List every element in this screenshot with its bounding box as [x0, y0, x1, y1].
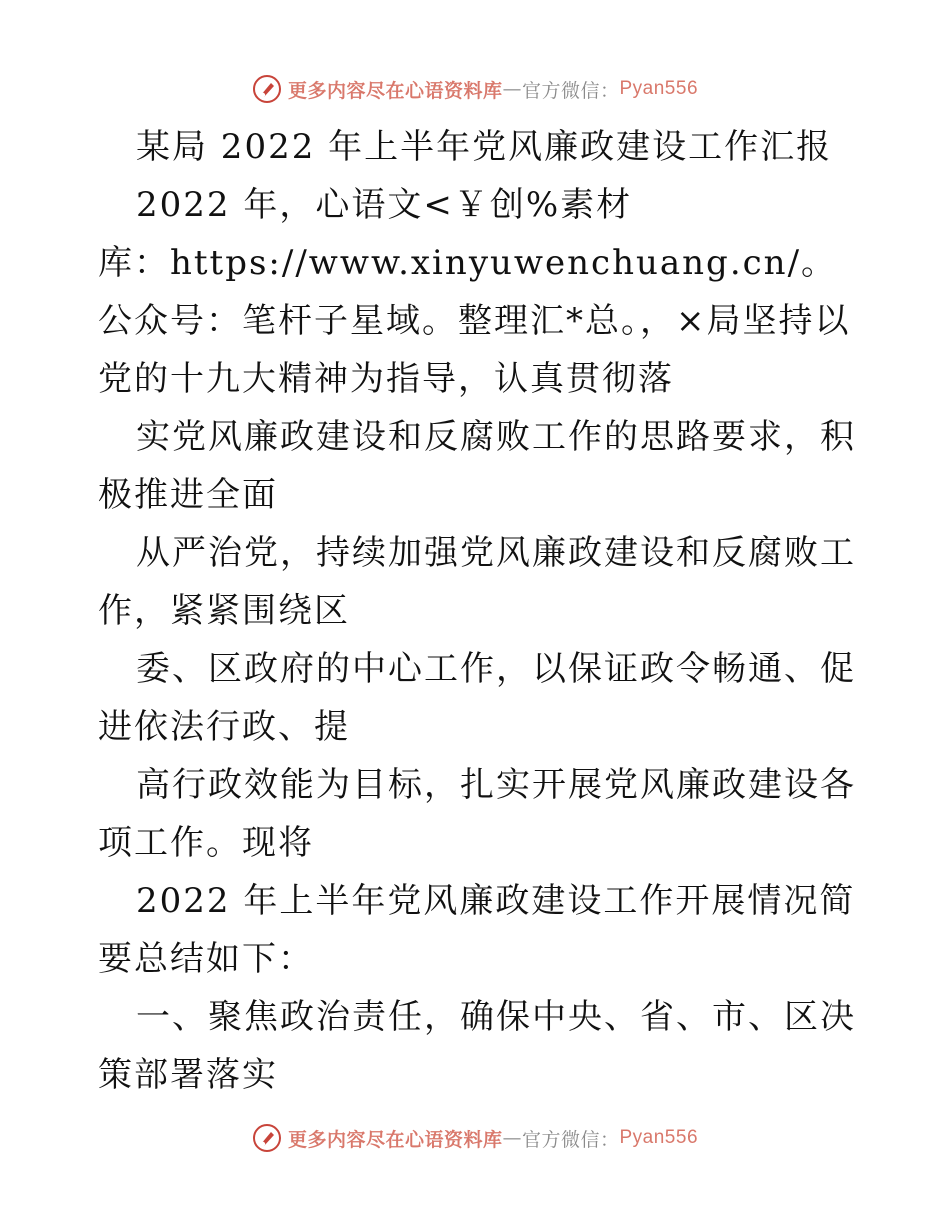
- paragraph-line: 实党风廉政建设和反腐败工作的思路要求，积极推进全面: [98, 417, 856, 515]
- pen-nib-logo-icon: [252, 74, 282, 104]
- document-title: 某局 2022 年上半年党风廉政建设工作汇报: [136, 127, 833, 167]
- paragraph-line: 委、区政府的中心工作，以保证政令畅通、促进依法行政、提: [98, 649, 856, 747]
- watermark-id: Pyan556: [619, 1127, 699, 1148]
- watermark-label: 官方微信：: [521, 79, 620, 102]
- watermark-label: 官方微信：: [521, 1128, 620, 1151]
- paragraph-line: 2022 年上半年党风廉政建设工作开展情况简要总结如下：: [98, 881, 856, 979]
- footer-watermark: [0, 1123, 950, 1153]
- watermark-main-text: 更多内容尽在心语资料库: [287, 79, 503, 102]
- section-heading: 一、聚焦政治责任，确保中央、省、市、区决策部署落实: [98, 997, 856, 1095]
- watermark-id: Pyan556: [619, 78, 699, 99]
- paragraph-line: 从严治党，持续加强党风廉政建设和反腐败工作，紧紧围绕区: [98, 533, 856, 631]
- watermark-dash: —: [502, 78, 522, 100]
- pen-nib-logo-icon: [252, 1123, 282, 1153]
- paragraph-line: 高行政效能为目标，扎实开展党风廉政建设各项工作。现将: [98, 765, 856, 863]
- watermark-main-text: 更多内容尽在心语资料库: [287, 1128, 503, 1151]
- watermark-dash: —: [502, 1127, 522, 1149]
- paragraph-line: 库：https://www.xinyuwenchuang.cn/。公众号：笔杆子星域。整理汇*总。，×局坚持以党的十九大精神为指导，认真贯彻落: [98, 243, 851, 399]
- header-watermark: [0, 74, 950, 104]
- document-body: [98, 118, 858, 1104]
- paragraph-line: 2022 年，心语文<￥创%素材: [136, 185, 633, 225]
